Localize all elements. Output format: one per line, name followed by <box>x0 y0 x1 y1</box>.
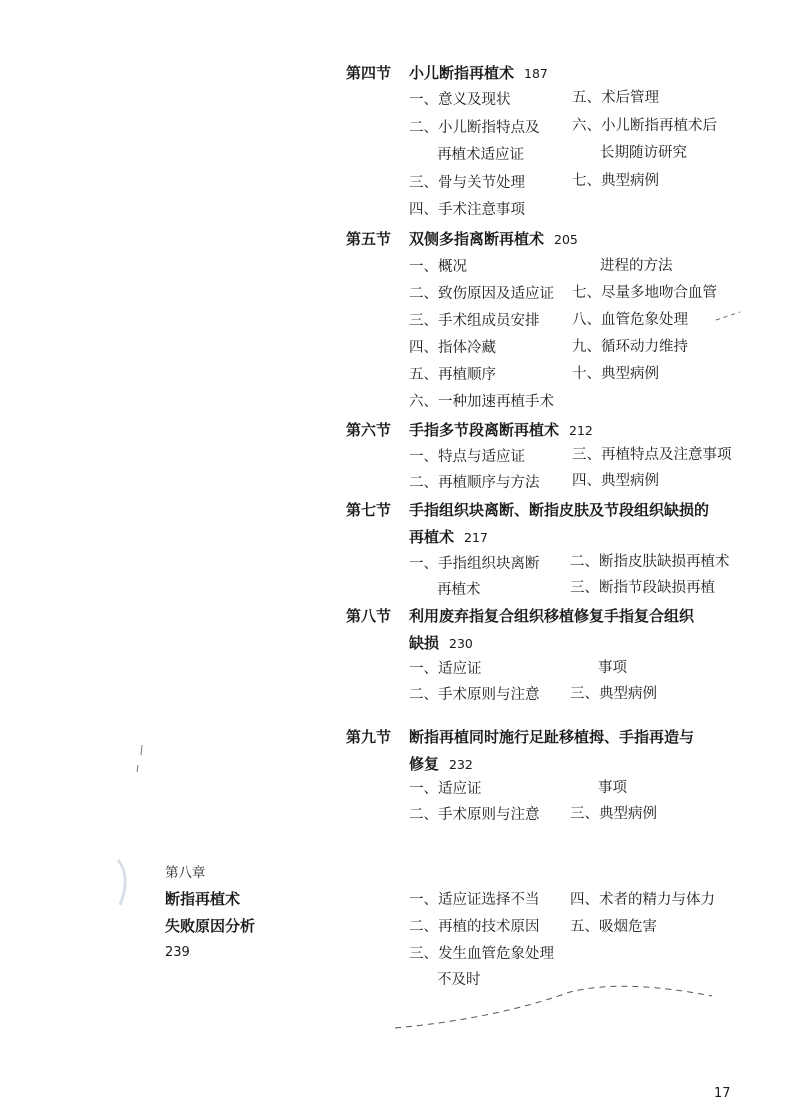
section-title-line: 手指多节段离断再植术 <box>409 421 560 439</box>
toc-item: 二、断指皮肤缺损再植术 <box>570 554 730 570</box>
section-title-line: 双侧多指离断再植术 <box>409 230 545 248</box>
section-label: 第六节 <box>346 421 392 439</box>
dashed-curve <box>395 986 712 1028</box>
toc-item: 二、小儿断指特点及 <box>409 120 540 136</box>
page-number: 217 <box>464 530 488 545</box>
toc-item: 二、手术原则与注意 <box>409 687 540 703</box>
toc-item: 三、骨与关节处理 <box>409 175 525 191</box>
toc-item: 六、一种加速再植手术 <box>409 394 554 410</box>
toc-item: 九、循环动力维持 <box>572 339 688 355</box>
page-number: 187 <box>524 66 548 81</box>
chapter-title-line: 断指再植术 <box>165 890 241 908</box>
chapter-title-line: 失败原因分析 <box>165 917 256 935</box>
section-title-line: 断指再植同时施行足趾移植拇、手指再造与 <box>409 728 695 746</box>
toc-item-continuation: 不及时 <box>437 972 481 988</box>
tick-marks <box>137 745 142 772</box>
toc-item: 一、适应证 <box>409 661 482 677</box>
section-title-line: 缺损 <box>409 634 440 652</box>
folio: 17 <box>714 1086 731 1101</box>
toc-item: 三、手术组成员安排 <box>409 313 540 329</box>
toc-item: 五、吸烟危害 <box>570 919 657 935</box>
toc-item-continuation: 进程的方法 <box>600 258 673 274</box>
toc-item: 三、典型病例 <box>570 686 657 702</box>
chapter-page-number: 239 <box>165 945 190 960</box>
toc-item: 二、再植的技术原因 <box>409 919 540 935</box>
toc-item-continuation: 事项 <box>598 780 627 796</box>
toc-item: 四、手术注意事项 <box>409 202 525 218</box>
section-title-line: 利用废弃指复合组织移植修复手指复合组织 <box>409 607 695 625</box>
chapter-label: 第八章 <box>165 865 206 881</box>
page-number: 232 <box>449 757 473 772</box>
section-label: 第五节 <box>346 230 392 248</box>
section-label: 第七节 <box>346 501 392 519</box>
toc-item: 六、小儿断指再植术后 <box>572 118 717 134</box>
toc-item: 七、尽量多地吻合血管 <box>572 285 717 301</box>
toc-item: 二、再植顺序与方法 <box>409 475 540 491</box>
toc-item: 一、手指组织块离断 <box>409 556 540 572</box>
toc-item: 三、典型病例 <box>570 806 657 822</box>
faint-smudge <box>118 860 125 905</box>
section-title-line: 修复 <box>409 755 440 773</box>
toc-item: 四、术者的精力与体力 <box>570 892 715 908</box>
section-title-line: 手指组织块离断、断指皮肤及节段组织缺损的 <box>409 501 710 519</box>
toc-item: 四、指体冷藏 <box>409 340 496 356</box>
section-label: 第四节 <box>346 64 392 82</box>
toc-item-continuation: 再植术 <box>437 582 481 598</box>
toc-item: 一、适应证选择不当 <box>409 892 540 908</box>
toc-item: 二、致伤原因及适应证 <box>409 286 554 302</box>
page-number: 230 <box>449 636 473 651</box>
toc-item-continuation: 长期随访研究 <box>600 145 687 161</box>
toc-item: 一、适应证 <box>409 781 482 797</box>
section-title-line: 再植术 <box>409 528 455 546</box>
toc-item: 二、手术原则与注意 <box>409 807 540 823</box>
page-number: 205 <box>554 232 578 247</box>
section-label: 第九节 <box>346 728 392 746</box>
toc-item: 三、断指节段缺损再植 <box>570 580 715 596</box>
toc-item: 五、术后管理 <box>572 90 659 106</box>
toc-item: 一、特点与适应证 <box>409 449 525 465</box>
section-title-line: 小儿断指再植术 <box>409 64 515 82</box>
page-number: 212 <box>569 423 593 438</box>
toc-item: 三、发生血管危象处理 <box>409 946 554 962</box>
toc-item: 七、典型病例 <box>572 173 659 189</box>
toc-item: 一、概况 <box>409 259 467 275</box>
toc-item: 八、血管危象处理 <box>572 312 688 328</box>
toc-item: 五、再植顺序 <box>409 367 496 383</box>
toc-item: 三、再植特点及注意事项 <box>572 447 732 463</box>
toc-item: 四、典型病例 <box>572 473 659 489</box>
dash-mark <box>716 312 740 320</box>
toc-item-continuation: 再植术适应证 <box>437 147 524 163</box>
toc-item: 十、典型病例 <box>572 366 659 382</box>
section-label: 第八节 <box>346 607 392 625</box>
toc-item: 一、意义及现状 <box>409 92 511 108</box>
toc-item-continuation: 事项 <box>598 660 627 676</box>
